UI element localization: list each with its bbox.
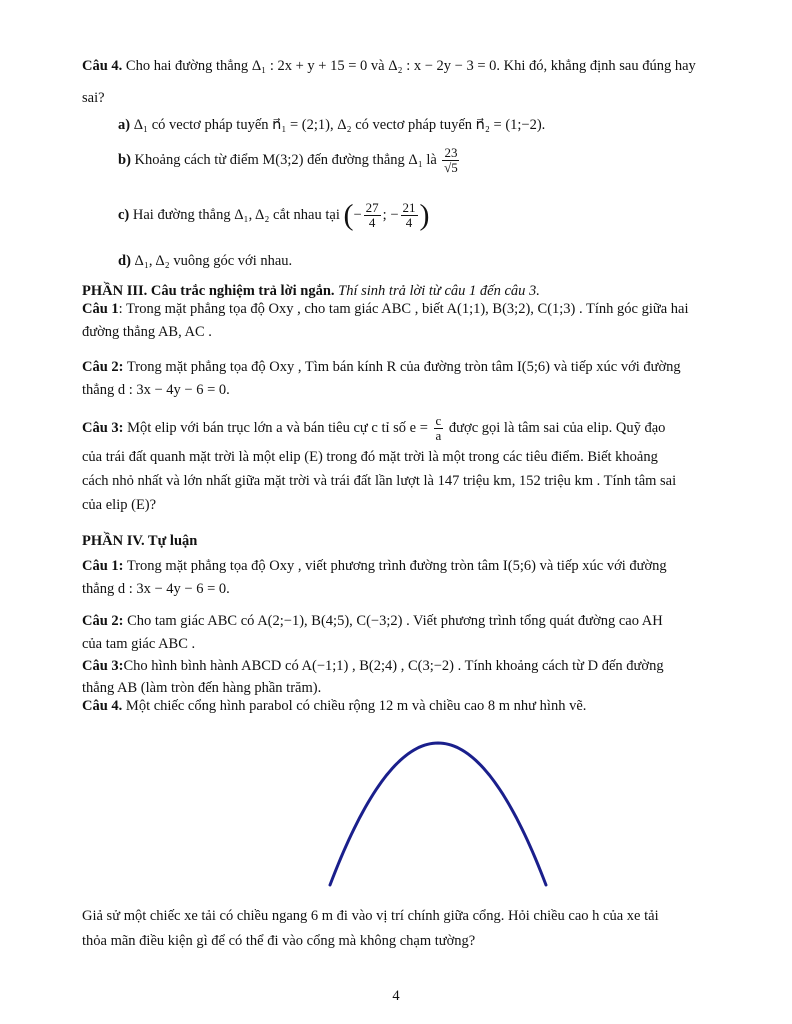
part4-q3-line2: thẳng AB (làm tròn đến hàng phần trăm). [82,680,322,696]
fraction: $\frac{27}{4}$ [365,200,379,230]
part4-q4-line2: Giả sử một chiếc xe tải có chiều ngang 6 m đi vào vị trí chính giữa cổng. Hỏi chiều cao h của xe tải [82,908,659,924]
part3-q2-line1: Câu 2: Trong mặt phẳng tọa độ Oxy , Tìm bán kính R của đường tròn tâm I(5;6) và tiếp xúc với đường [82,359,681,375]
q4-option-a: a) Δ₁ có vectơ pháp tuyến n⃗₁ = (2;1), Δ₂ có vectơ pháp tuyến n⃗₂ = (1;−2). [118,117,546,133]
q4-line-delta2: Δ₂ : x − 2y − 3 = 0 [388,58,497,74]
q4-label: Câu 4. [82,58,123,74]
part3-q1-line1: Câu 1: Trong mặt phẳng tọa độ Oxy , cho tam giác ABC , biết A(1;1), B(3;2), C(1;3) . Tính góc giữa hai [82,301,689,317]
part3-q2-line2: thẳng d : 3x − 4y − 6 = 0. [82,382,230,398]
part3-q3-line3: cách nhỏ nhất và lớn nhất giữa mặt trời và trái đất lần lượt là 147 triệu km, 152 triệu km . Tính tâm sai [82,473,677,489]
fraction: $\frac{23}{√5}$ [444,145,458,175]
part4-q4-line1: Câu 4. Một chiếc cổng hình parabol có chiều rộng 12 m và chiều cao 8 m như hình vẽ. [82,698,587,714]
q4-option-d: d) Δ₁, Δ₂ vuông góc với nhau. [118,253,293,269]
q4-option-c: c) Hai đường thẳng Δ₁, Δ₂ cắt nhau tại (− $\frac{27}{4}$ ; − $\frac{21}{4}$ ) [118,198,430,232]
part4-heading: PHẦN IV. Tự luận [82,533,198,549]
part3-q3-line2: của trái đất quanh mặt trời là một elip (E) trong đó mặt trời là một trong các tiêu điểm. Biết khoảng [82,449,658,465]
part4-q2-line2: của tam giác ABC . [82,636,196,652]
parabola-curve [330,743,546,885]
q4-line-delta1: Δ₁ : 2x + y + 15 = 0 [251,58,368,74]
fraction: $\frac{21}{4}$ [402,200,416,230]
part4-q3-line1: Câu 3:Cho hình bình hành ABCD có A(−1;1) , B(2;4) , C(3;−2) . Tính khoảng cách từ D đến đường [82,658,664,674]
q4-line2: sai? [82,90,105,106]
part3-heading: PHẦN III. Câu trắc nghiệm trả lời ngắn. Thí sinh trả lời từ câu 1 đến câu 3. [82,283,540,299]
page-number: 4 [392,988,400,1004]
q4-option-b: b) Khoảng cách từ điểm M(3;2) đến đường thẳng Δ₁ là $\frac{23}{√5}$ [118,145,458,175]
fraction: $\frac{c}{a}$ [435,413,442,443]
part4-q2-line1: Câu 2: Cho tam giác ABC có A(2;−1), B(4;5), C(−3;2) . Viết phương trình tổng quát đường cao AH [82,613,663,629]
part4-q1-line1: Câu 1: Trong mặt phẳng tọa độ Oxy , viết phương trình đường tròn tâm I(5;6) và tiếp xúc với đường [82,558,667,574]
part3-q1-line2: đường thẳng AB, AC . [82,324,212,340]
q4-line1: Câu 4. Cho hai đường thẳng Δ₁ : 2x + y + 15 = 0 và Δ₂ : x − 2y − 3 = 0. Khi đó, khẳng định sau đúng hay [82,58,696,74]
part4-q1-line2: thẳng d : 3x − 4y − 6 = 0. [82,581,230,597]
part4-q4-line3: thỏa mãn điều kiện gì để có thể đi vào cổng mà không chạm tường? [82,933,476,949]
part3-q3-line1: Câu 3: Một elip với bán trục lớn a và bán tiêu cự c tỉ số e = $\frac{c}{a}$ được gọi là tâm sai của elip. Quỹ đạo [82,413,666,443]
part3-q3-line4: của elip (E)? [82,497,157,513]
